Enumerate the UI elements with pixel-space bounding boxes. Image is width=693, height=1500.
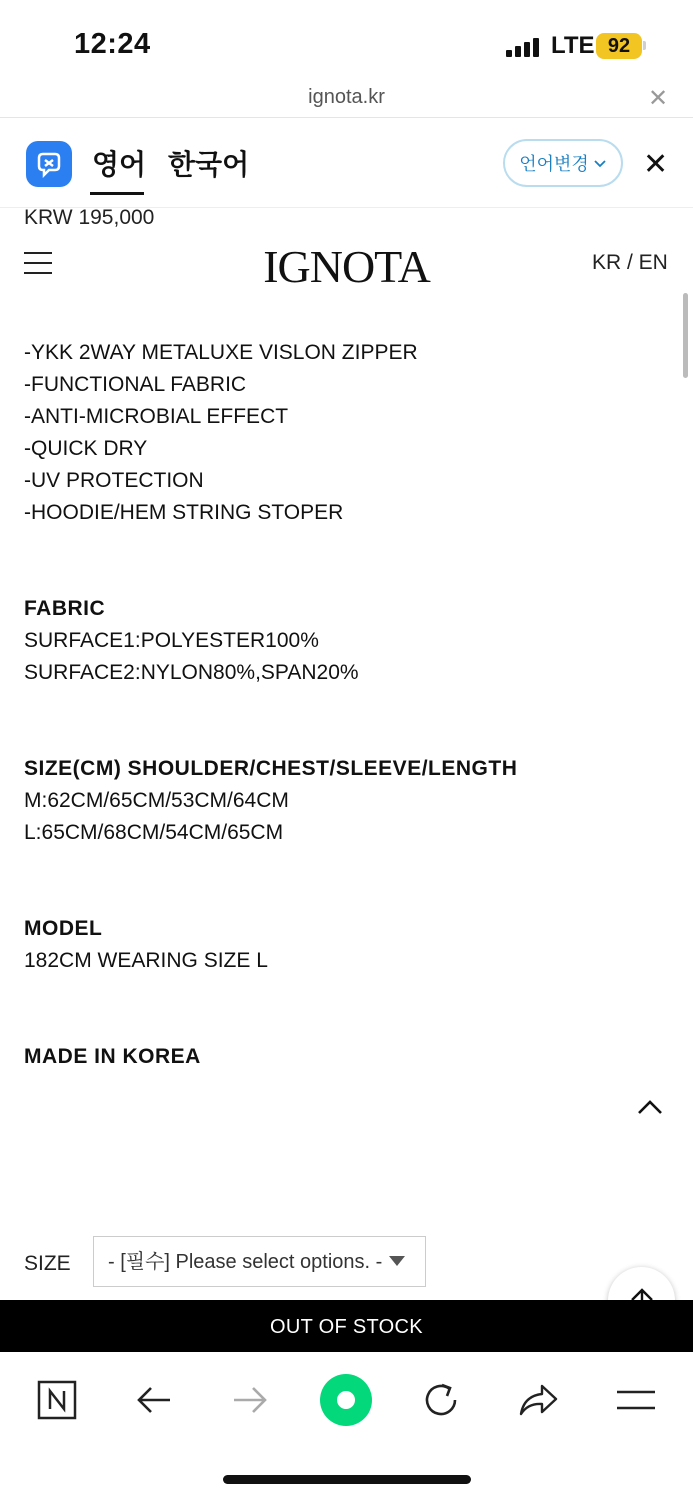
network-type: LTE <box>551 32 595 59</box>
translate-bar <box>0 119 693 208</box>
product-price: KRW 195,000 <box>24 206 155 229</box>
change-language-button[interactable] <box>503 139 623 187</box>
size-chart-line: M:62CM/65CM/53CM/64CM <box>24 789 289 812</box>
battery-icon: 92 <box>596 33 642 59</box>
site-logo[interactable]: IGNOTA <box>263 241 430 292</box>
out-of-stock-button[interactable]: OUT OF STOCK <box>0 1300 693 1352</box>
model-heading: MODEL <box>24 917 103 940</box>
language-switch[interactable]: KR / EN <box>592 251 668 274</box>
url-bar[interactable] <box>0 82 693 118</box>
share-icon[interactable] <box>508 1370 568 1430</box>
size-select[interactable]: - [필수] Please select options. - <box>93 1236 426 1287</box>
dropdown-arrow-icon[interactable] <box>389 1256 405 1266</box>
origin-heading: MADE IN KOREA <box>24 1045 201 1068</box>
signal-icon <box>506 38 539 57</box>
status-bar <box>0 0 693 88</box>
green-dot-icon[interactable] <box>316 1370 376 1430</box>
tab-korean[interactable]: 한국어 <box>168 149 250 180</box>
model-line: 182CM WEARING SIZE L <box>24 949 268 972</box>
tab-english[interactable]: 영어 <box>92 149 147 180</box>
naver-home-icon[interactable] <box>27 1370 87 1430</box>
size-label: SIZE <box>24 1252 71 1275</box>
feature-item: -ANTI-MICROBIAL EFFECT <box>24 405 289 428</box>
size-chart-line: L:65CM/68CM/54CM/65CM <box>24 821 284 844</box>
url-text[interactable]: ignota.kr <box>308 86 385 108</box>
size-chart-heading: SIZE(CM) SHOULDER/CHEST/SLEEVE/LENGTH <box>24 757 518 780</box>
chevron-up-icon[interactable] <box>636 1092 664 1124</box>
change-language-label: 언어변경 <box>519 154 589 174</box>
fabric-line: SURFACE1:POLYESTER100% <box>24 629 319 652</box>
battery-tip <box>643 41 646 50</box>
fabric-line: SURFACE2:NYLON80%,SPAN20% <box>24 661 359 684</box>
feature-item: -UV PROTECTION <box>24 469 204 492</box>
feature-item: -FUNCTIONAL FABRIC <box>24 373 247 396</box>
close-translate-icon[interactable]: ✕ <box>643 148 669 181</box>
back-icon[interactable] <box>124 1370 184 1430</box>
chevron-down-icon <box>593 156 607 170</box>
browser-bottom-nav <box>0 1352 693 1500</box>
translate-logo-icon[interactable] <box>26 141 72 187</box>
menu-lines-icon[interactable] <box>606 1370 666 1430</box>
fabric-heading: FABRIC <box>24 597 106 620</box>
status-time: 12:24 <box>74 28 151 60</box>
home-indicator <box>223 1475 471 1484</box>
feature-item: -QUICK DRY <box>24 437 148 460</box>
feature-item: -HOODIE/HEM STRING STOPER <box>24 501 344 524</box>
scrollbar[interactable] <box>683 293 688 378</box>
feature-item: -YKK 2WAY METALUXE VISLON ZIPPER <box>24 341 418 364</box>
close-icon[interactable]: ✕ <box>648 85 669 112</box>
tab-underline <box>90 192 144 195</box>
refresh-icon[interactable] <box>411 1370 471 1430</box>
forward-icon[interactable] <box>220 1370 280 1430</box>
